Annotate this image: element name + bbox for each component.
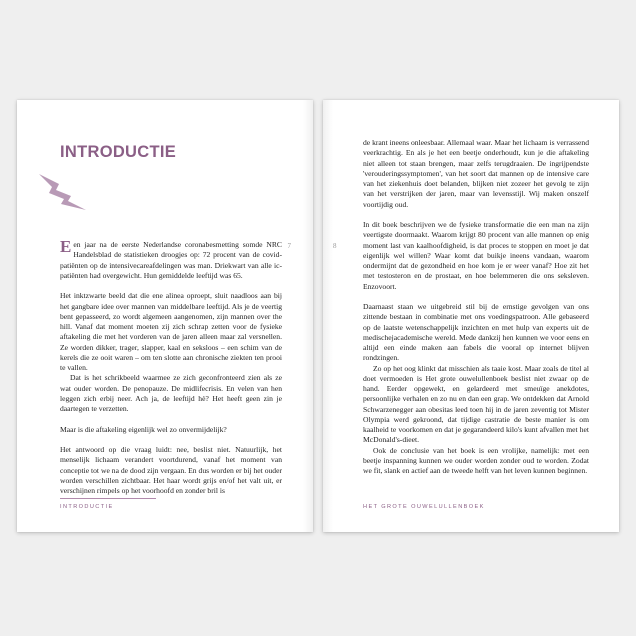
paragraph: de krant ineens onleesbaar. Allemaal waar. Maar het lichaam is verrassend veerkrachtig. En als je het een beetje onderhoudt, kun je die aftakeling niet alleen tot staan brengen, maar zelfs terugdraaien. De ingrijpendste 'verouderingssymptomen', van het soort dat mannen op de intensive care van het ziekenhuis doet belanden, blijken niet zozeer het gevolg te zijn van het verstrijken der jaren, maar van levensstijl. Wij maken onszelf voortijdig oud. xyxy=(363,138,589,209)
paragraph: In dit boek beschrijven we de fysieke transformatie die een man na zijn veertigste doormaakt. Waarom krijgt 80 procent van alle mannen op enig moment last van kaalhoofdigheid, is dat proces te stoppen en moet je dat eigenlijk wel willen? Waar komt dat buikje ineens vandaan, waarom ondermijnt dat de gezondheid en hoe kom je er weer vanaf? Hoe zit het met testosteron en de prostaat, en hoe belemmeren die ons seksleven. Enzovoort. xyxy=(363,220,589,291)
right-page xyxy=(323,100,619,532)
page-number: 7 xyxy=(287,242,291,250)
paragraph: Ook de conclusie van het boek is een vrolijke, namelijk: met een beetje inspanning kunnen we ouder worden zonder oud te worden. Zodat we fit, slank en actief aan de tweede helft van het leven kunnen beginnen. xyxy=(363,445,589,475)
chapter-title: INTRODUCTIE xyxy=(60,143,177,161)
spine-shadow xyxy=(323,100,333,532)
footer-rule xyxy=(60,498,156,499)
body-text xyxy=(363,138,589,476)
drop-cap: E xyxy=(60,237,72,256)
lightning-bolt-icon xyxy=(37,170,89,212)
paragraph: Een jaar na de eerste Nederlandse coronabesmetting somde NRC Handelsblad de statistieken droogjes op: 72 procent van de covid-patiënten op de intensivecareafdelingen was man. Driekwart van alle ic-patiënten had overgewicht. Hun gemiddelde leeftijd was 65. xyxy=(60,237,282,280)
page-number: 8 xyxy=(333,242,337,250)
paragraph: Zo op het oog klinkt dat misschien als taaie kost. Maar zoals de titel al doet vermoeden is Het grote ouwelullenboek beslist niet zwaar op de hand. Eerder opgewekt, en gelardeerd met smeuïge anekdotes, persoonlijke verhalen en zo nu en dan een grap. We ontdekken dat Arnold Schwarzenegger aan obesitas leed toen hij in de jaren zeventig tot Mister Olympia werd gekroond, dat tijdige castratie de beste manier is om kaalheid te voorkomen en dat je gegarandeerd kilo's kunt afvallen met het McDonald's-dieet. xyxy=(363,363,589,445)
paragraph: Daarnaast staan we uitgebreid stil bij de ernstige gevolgen van ons zittende bestaan in combinatie met ons voedingspatroon. Alle gebaseerd op de laatste wetenschappelijk inzichten en met hulp van experts uit de medischejacademische wereld. Mede dankzij hen kunnen we voor eens en altijd een einde maken aan fabels die vooral op internet blijven rondzingen. xyxy=(363,302,589,363)
left-page xyxy=(17,100,313,532)
paragraph: Dat is het schrikbeeld waarmee ze zich geconfronteerd zien als ze wat ouder worden. De penopauze. De midlifecrisis. En velen van hen leggen zich erbij neer. Ach ja, de leeftijd hè? Het heeft geen zin je daartegen te verzetten. xyxy=(60,373,282,413)
running-footer: HET GROTE OUWELULLENBOEK xyxy=(363,504,485,510)
paragraph: Het inktzwarte beeld dat die ene alinea oproept, sluit naadloos aan bij het gangbare idee over mannen van middelbare leeftijd. Als je de veertig bent gepasseerd, zo wordt algemeen aangenomen, zijn mannen over the hill. Vanaf dat moment moeten zij zich schrap zetten voor de fysieke aftakeling die met het vorderen van de jaren alleen maar zal versnellen. Ze worden dikker, trager, slapper, kaal en seksloos – een schim van de kerels die ze ooit waren – om ten slotte aan chronische ziekten ten prooi te vallen. xyxy=(60,291,282,372)
body-text xyxy=(60,237,282,496)
running-footer: INTRODUCTIE xyxy=(60,504,114,510)
paragraph: Maar is die aftakeling eigenlijk wel zo onvermijdelijk? xyxy=(60,424,227,434)
spine-shadow xyxy=(303,100,313,532)
paragraph: Het antwoord op die vraag luidt: nee, beslist niet. Natuurlijk, het menselijk lichaam verandert voortdurend, vanaf het moment van conceptie tot we na de dood zijn vergaan. En dus worden er bij het ouder worden verschillen zichtbaar. Het haar wordt grijs en/of het valt uit, er verschijnen rimpels op het voorhoofd en zonder bril is xyxy=(60,445,282,495)
